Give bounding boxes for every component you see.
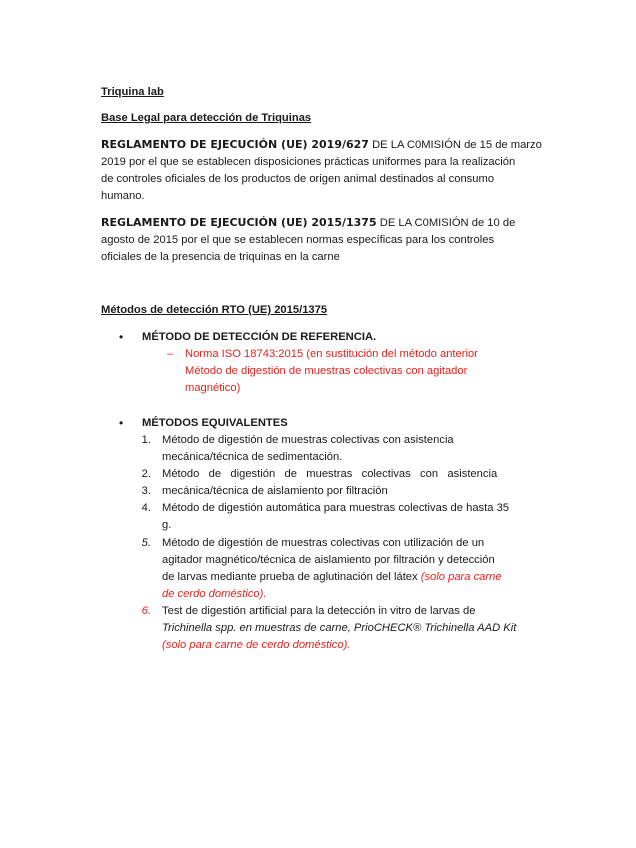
reg1-code: REGLAMENTO DE EJECUCIÓN (UE) 2019/627 xyxy=(101,138,369,151)
list-number: 3. xyxy=(141,485,151,497)
list-item-line: Método de digestión de muestras colectivas con utilización de un xyxy=(162,537,485,549)
list-item-line xyxy=(162,569,502,585)
list-number: 6. xyxy=(141,605,151,617)
list-item-line: Método de digestión de muestras colectivas con asistencia xyxy=(162,434,454,446)
reg1-line: de controles oficiales de los productos de origen animal destinados al consumo xyxy=(101,173,495,185)
list-number: 2. xyxy=(141,468,151,480)
list-item-text: de larvas mediante prueba de aglutinación del látex xyxy=(162,571,418,583)
list-item-line: Trichinella spp. en muestras de carne, PrioCHECK® Trichinella AAD Kit xyxy=(162,622,517,634)
list-item-line: Test de digestión artificial para la detección in vitro de larvas de xyxy=(162,605,476,617)
list-number: 5. xyxy=(141,537,151,549)
bullet-marker: • xyxy=(119,330,124,344)
domestic-pig-note: (solo para carne de cerdo doméstico). xyxy=(162,639,351,651)
reg2-code: REGLAMENTO DE EJECUCIÓN (UE) 2015/1375 xyxy=(101,216,377,229)
list-item-line: g. xyxy=(162,519,172,531)
reg2-line: DE LA C0MISIÓN de 10 de xyxy=(379,217,516,229)
reg2-line: agosto de 2015 por el que se establecen normas específicas para los controles xyxy=(101,234,495,246)
reg1-first-line xyxy=(101,137,542,153)
doc-title: Triquina lab xyxy=(101,86,164,98)
methods-heading: Métodos de detección RTO (UE) 2015/1375 xyxy=(101,304,328,316)
reg2-first-line xyxy=(101,215,515,231)
reg1-line: humano. xyxy=(101,190,145,202)
list-item-line: mecánica/técnica de sedimentación. xyxy=(162,451,343,463)
reg1-line: DE LA C0MISIÓN de 15 de marzo xyxy=(372,139,542,151)
reference-line: Norma ISO 18743:2015 (en sustitución del método anterior xyxy=(185,348,478,360)
reference-method-title: MÉTODO DE DETECCIÓN DE REFERENCIA. xyxy=(142,331,377,343)
reference-line: Método de digestión de muestras colectivas con agitador xyxy=(185,365,468,377)
list-item-line: Método de digestión automática para muestras colectivas de hasta 35 xyxy=(162,502,510,514)
list-item-line: Método de digestión de muestras colectivas con asistencia xyxy=(162,468,498,480)
reg2-line: oficiales de la presencia de triquinas en la carne xyxy=(101,251,340,263)
reg1-line: 2019 por el que se establecen disposiciones prácticas uniformes para la realización xyxy=(101,156,516,168)
list-item-line: mecánica/técnica de aislamiento por filtración xyxy=(162,485,388,497)
list-number: 1. xyxy=(141,434,151,446)
domestic-pig-note: (solo para carne xyxy=(420,571,502,583)
reference-line: magnético) xyxy=(185,382,241,394)
dash-marker: – xyxy=(167,348,174,360)
equivalent-methods-title: MÉTODOS EQUIVALENTES xyxy=(142,417,288,429)
legal-heading: Base Legal para detección de Triquinas xyxy=(101,112,312,124)
domestic-pig-note: de cerdo doméstico). xyxy=(162,588,267,600)
list-number: 4. xyxy=(141,502,151,514)
bullet-marker: • xyxy=(119,416,124,430)
list-item-line: agitador magnético/técnica de aislamiento por filtración y detección xyxy=(162,554,495,566)
